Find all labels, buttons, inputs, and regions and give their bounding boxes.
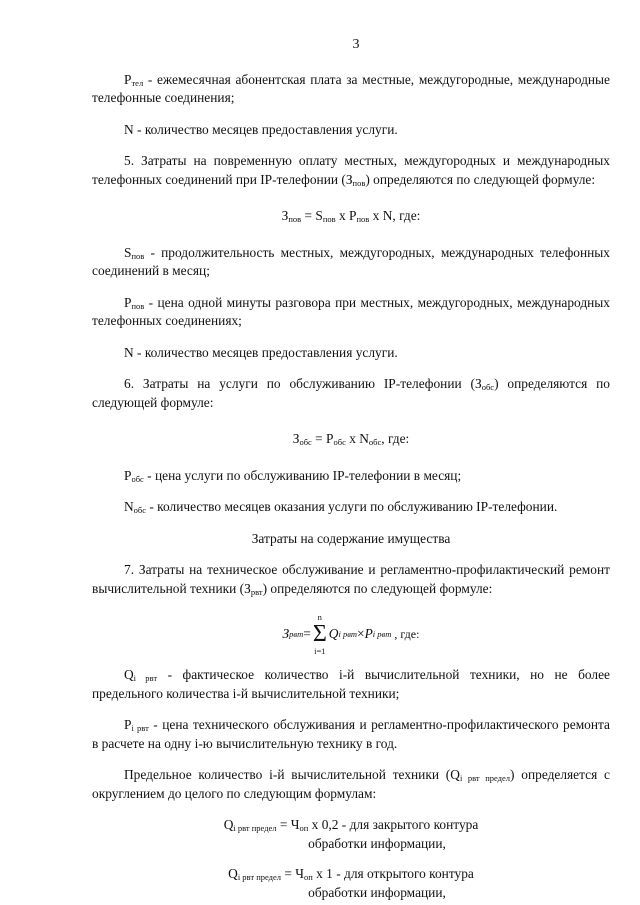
paragraph-n-months-2: N - количество месяцев предоставления услуги. [124,344,398,360]
section-heading: Затраты на содержание имущества [251,530,451,546]
paragraph-p-rvt: $Р_{i рвт}$ - цена технического обслуживания и регламентно-профилактического ремонта в расчете на одну i-ю вычислительную технику в год. [92,717,610,751]
paragraph-item-6: 6. Затраты на услуги по обслуживанию IP-телефонии $(З_{обс})$ определяются по следующей формуле: [92,376,610,410]
formula-limit-open: $Q_{i рвт предел} = Ч_{оп}$ х 1 - для открытого контура обработки информации, [228,866,474,900]
paragraph-item-5: 5. Затраты на повременную оплату местных, междугородных и международных телефонных соединений при IP-телефонии $(З_{пов})$ определяются по следующей формуле: [92,153,610,188]
paragraph-p-pov: $Р_{пов}$ - цена одной минуты разговора при местных, междугородных, международных телефонных соединениях; [92,294,610,328]
formula-limit-closed: $Q_{i рвт предел} = Ч_{оп}$ х 0,2 - для закрытого контура обработки информации, [223,817,479,851]
page-number: 3 [352,37,360,52]
paragraph-s-pov: $S_{пов}$ - продолжительность местных, междугородных, международных телефонных соединений в месяц; [92,244,610,278]
paragraph-p-tel: $Р_{тел}$ - ежемесячная абонентская плата за местные, междугородные, международные телефонные соединения; [92,71,610,105]
paragraph-p-obs: $Р_{обс}$ - цена услуги по обслуживанию IP-телефонии в месяц; [124,467,462,484]
paragraph-limit-quantity: Предельное количество i-й вычислительной техники $(Q_{i рвт предел})$ определяется с округлением до целого по следующим формулам: [92,767,610,801]
formula-obs: $З_{обс} = Р_{обс}$ х $N_{обс}$, где: [292,431,410,447]
formula-rvt-sum: З рвт = n Σ i=1 Q i рвт × P i рвт , где: [282,612,420,656]
paragraph-n-obs: $N_{обс}$ - количество месяцев оказания услуги по обслуживанию IP-телефонии. [124,499,558,515]
formula-pov: $З_{пов} = S_{пов}$ х $Р_{пов}$ х N, где: [281,208,421,224]
sigma-symbol: n Σ i=1 [312,612,327,656]
paragraph-q-rvt: $Q_{i рвт}$ - фактическое количество i-й вычислительной техники, но не более предельного количества i-й вычислительной техники; [92,667,610,701]
paragraph-n-months: N - количество месяцев предоставления услуги. [124,121,398,137]
paragraph-item-7: 7. Затраты на техническое обслуживание и регламентно-профилактический ремонт вычислительной техники $(З_{рвт})$ определяются по следующей формуле: [92,562,610,597]
